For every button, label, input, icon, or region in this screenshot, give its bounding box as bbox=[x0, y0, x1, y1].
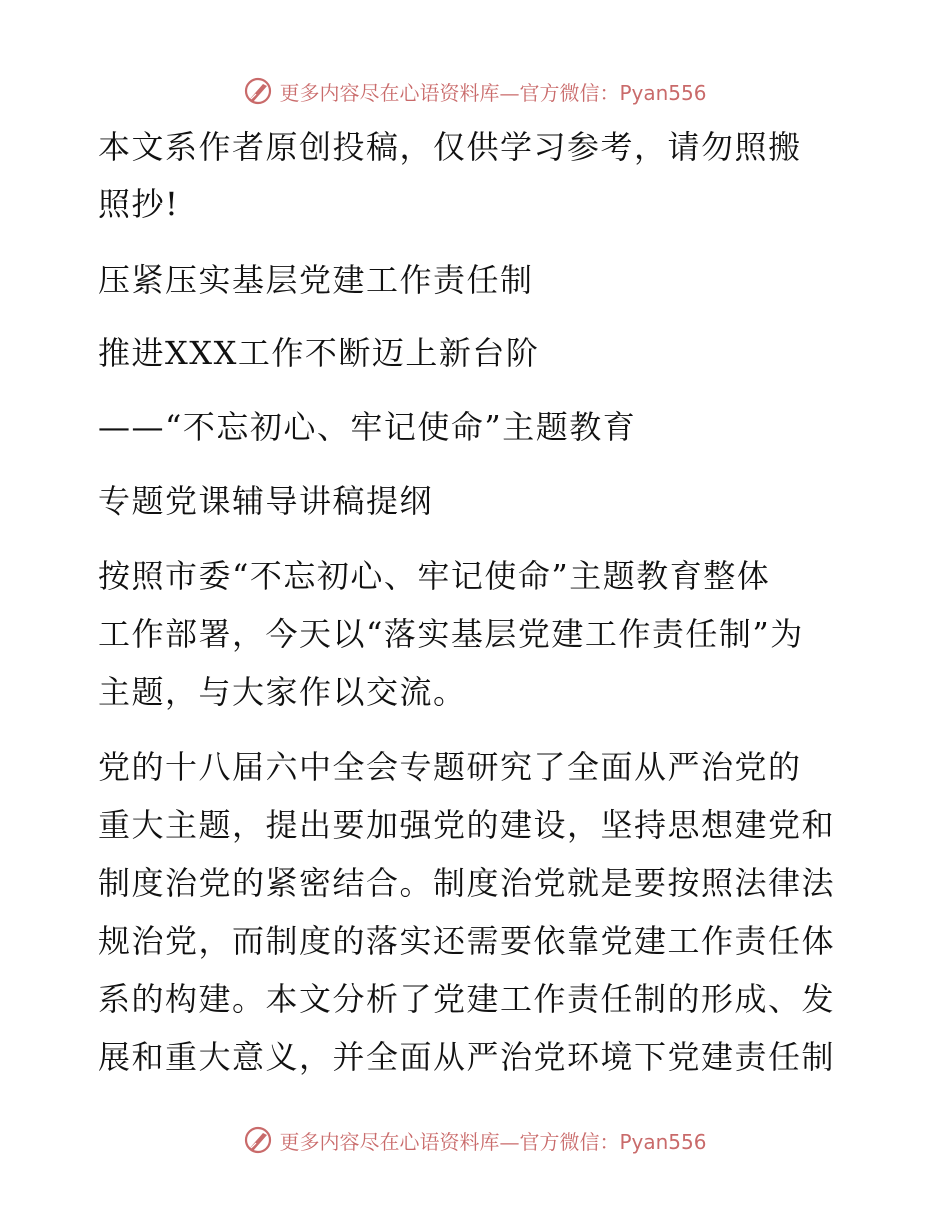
watermark-right-text: 官方微信：Pyan556 bbox=[519, 1129, 707, 1154]
text-line: 展和重大意义，并全面从严治党环境下党建责任制 bbox=[98, 1038, 836, 1076]
pen-quill-logo-icon bbox=[243, 76, 273, 106]
text-line: 本文系作者原创投稿，仅供学习参考，请勿照搬 bbox=[98, 128, 802, 166]
text-line: 规治党，而制度的落实还需要依靠党建工作责任体 bbox=[98, 922, 836, 960]
watermark-left-text: 更多内容尽在心语资料库— bbox=[279, 80, 520, 105]
text-line: 系的构建。本文分析了党建工作责任制的形成、发 bbox=[98, 980, 836, 1018]
text-line: ——“不忘初心、牢记使命”主题教育 bbox=[98, 408, 637, 446]
text-line: 压紧压实基层党建工作责任制 bbox=[98, 261, 534, 299]
footer-watermark bbox=[0, 1120, 950, 1160]
header-watermark bbox=[0, 71, 950, 111]
watermark-right-text: 官方微信：Pyan556 bbox=[519, 80, 707, 105]
text-line: 制度治党的紧密结合。制度治党就是要按照法律法 bbox=[98, 864, 836, 902]
pen-quill-logo-icon bbox=[243, 1125, 273, 1155]
text-line: 推进XXX工作不断迈上新台阶 bbox=[98, 334, 540, 372]
text-line: 按照市委“不忘初心、牢记使命”主题教育整体 bbox=[98, 557, 771, 595]
text-line: 主题，与大家作以交流。 bbox=[98, 673, 467, 711]
text-line: 专题党课辅导讲稿提纲 bbox=[98, 482, 434, 520]
text-line: 重大主题，提出要加强党的建设，坚持思想建党和 bbox=[98, 806, 836, 844]
text-line: 党的十八届六中全会专题研究了全面从严治党的 bbox=[98, 748, 802, 786]
text-line: 工作部署，今天以“落实基层党建工作责任制”为 bbox=[98, 615, 804, 653]
watermark-left-text: 更多内容尽在心语资料库— bbox=[279, 1129, 520, 1154]
text-line: 照抄! bbox=[98, 185, 180, 223]
